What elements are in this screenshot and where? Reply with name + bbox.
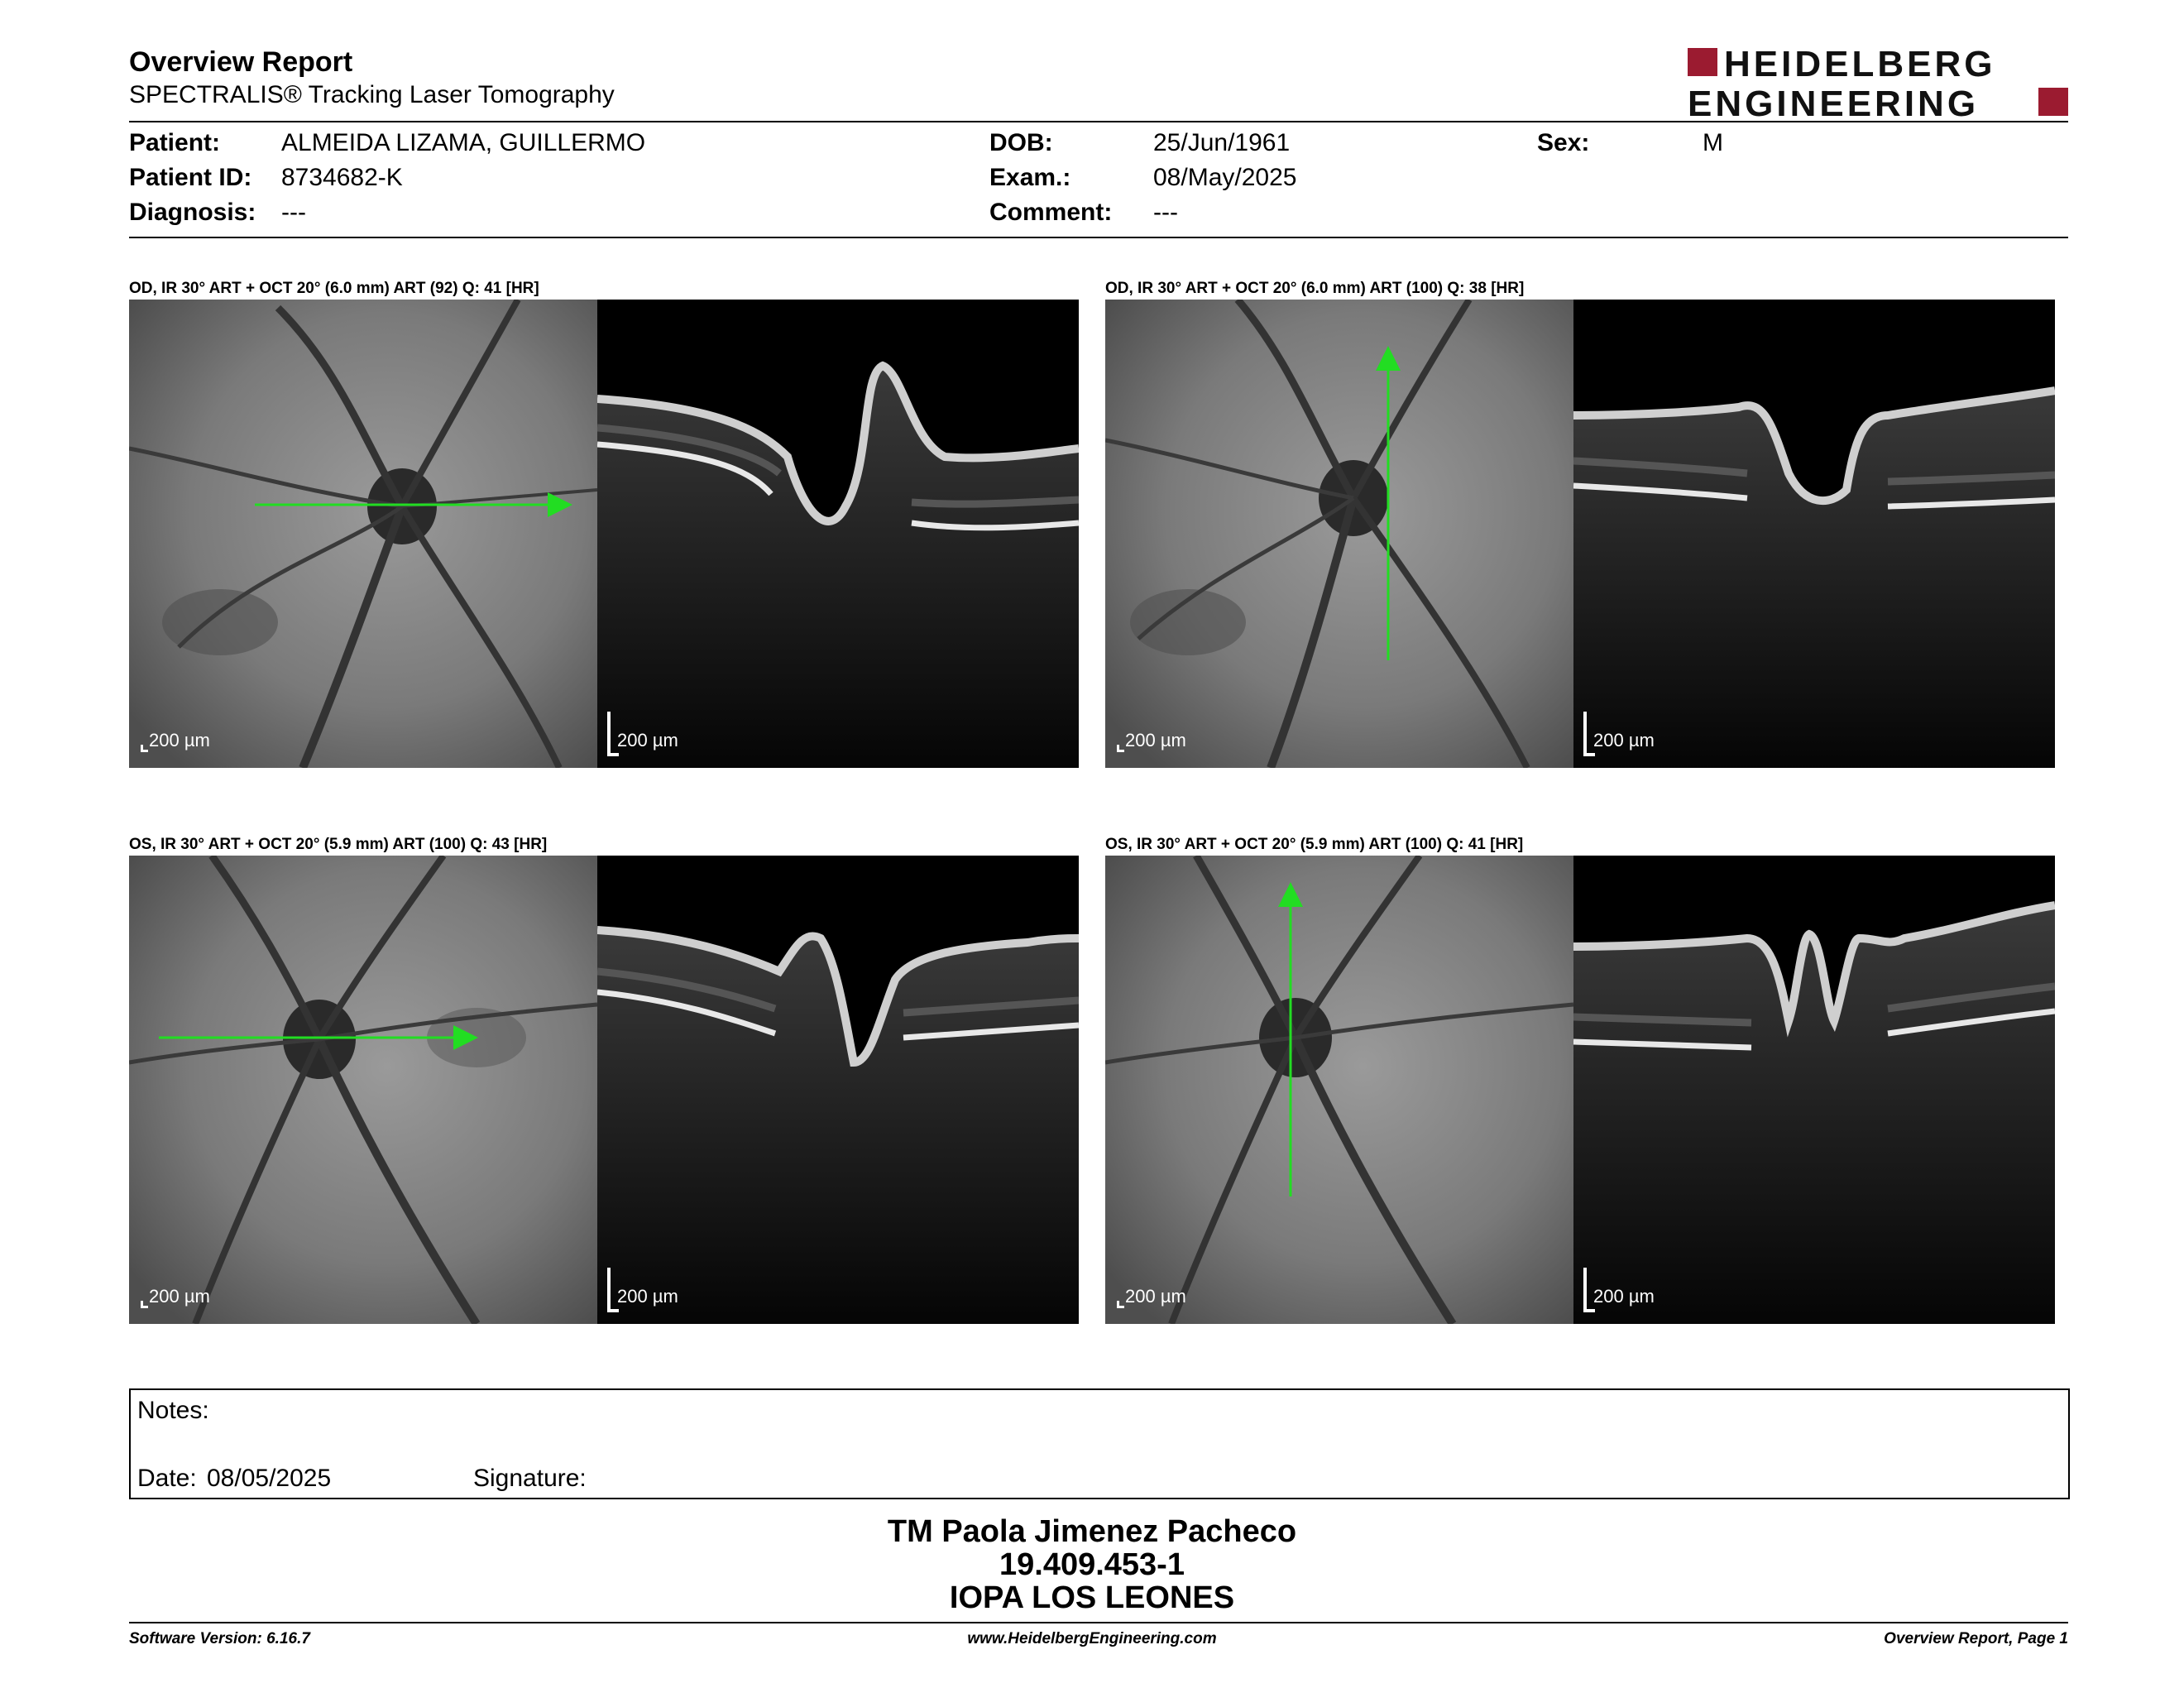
panel-2-fundus-scalebar [1117, 745, 1124, 752]
panel-1-oct-image [597, 300, 1079, 768]
panel-3-fundus-scale-label: 200 µm [149, 1286, 210, 1307]
panel-4-oct-scale-label: 200 µm [1593, 1286, 1655, 1307]
panel-3-fundus-image [129, 856, 597, 1324]
panel-2-fundus-image [1105, 300, 1573, 768]
patient-label: Patient: [129, 129, 221, 156]
logo-line1: HEIDELBERG [1724, 44, 1996, 84]
panel-2-title: OD, IR 30° ART + OCT 20° (6.0 mm) ART (100) Q: 38 [HR] [1105, 280, 1525, 297]
panel-4-fundus-scalebar [1117, 1301, 1124, 1308]
panel-2-oct-image [1573, 300, 2055, 768]
footer-divider [129, 1622, 2068, 1623]
panel-3-title: OS, IR 30° ART + OCT 20° (5.9 mm) ART (100) Q: 43 [HR] [129, 836, 548, 853]
panel-1-fundus-image [129, 300, 597, 768]
date-value: 08/05/2025 [207, 1465, 332, 1492]
signatory-institution: IOPA LOS LEONES [949, 1580, 1235, 1615]
software-version: Software Version: 6.16.7 [129, 1630, 310, 1647]
diagnosis-value: --- [281, 199, 306, 226]
panel-4-fundus-image [1105, 856, 1573, 1324]
notes-label: Notes: [137, 1397, 209, 1424]
panel-2-oct-scale-label: 200 µm [1593, 730, 1655, 750]
panel-2-fundus-scale-label: 200 µm [1125, 730, 1186, 750]
signatory-id: 19.409.453-1 [999, 1547, 1185, 1582]
website-link[interactable]: www.HeidelbergEngineering.com [967, 1630, 1217, 1647]
comment-value: --- [1153, 199, 1178, 226]
logo-line2: ENGINEERING [1688, 84, 1980, 121]
panel-3-oct-image [597, 856, 1079, 1324]
patient-id-label: Patient ID: [129, 164, 252, 191]
exam-value: 08/May/2025 [1153, 164, 1297, 191]
dob-value: 25/Jun/1961 [1153, 129, 1291, 156]
report-title: Overview Report [129, 46, 353, 78]
report-subtitle: SPECTRALIS® Tracking Laser Tomography [129, 81, 615, 108]
diagnosis-label: Diagnosis: [129, 199, 256, 226]
comment-label: Comment: [989, 199, 1113, 226]
sex-value: M [1703, 129, 1723, 156]
panel-4-oct-image [1573, 856, 2055, 1324]
page-number: Overview Report, Page 1 [1884, 1630, 2068, 1647]
header-divider [129, 121, 2068, 122]
dob-label: DOB: [989, 129, 1053, 156]
notes-box[interactable] [129, 1388, 2070, 1499]
exam-label: Exam.: [989, 164, 1071, 191]
patient-value: ALMEIDA LIZAMA, GUILLERMO [281, 129, 646, 156]
panel-1-oct-scale-label: 200 µm [617, 730, 678, 750]
signatory-name: TM Paola Jimenez Pacheco [887, 1514, 1297, 1549]
patient-divider [129, 237, 2068, 238]
panel-1-title: OD, IR 30° ART + OCT 20° (6.0 mm) ART (92) Q: 41 [HR] [129, 280, 539, 297]
panel-3-fundus-scalebar [141, 1301, 148, 1308]
panel-1-fundus-scale-label: 200 µm [149, 730, 210, 750]
panel-4-title: OS, IR 30° ART + OCT 20° (5.9 mm) ART (100) Q: 41 [HR] [1105, 836, 1524, 853]
panel-3-oct-scale-label: 200 µm [617, 1286, 678, 1307]
panel-4-fundus-scale-label: 200 µm [1125, 1286, 1186, 1307]
sex-label: Sex: [1537, 129, 1590, 156]
date-label: Date: [137, 1465, 197, 1492]
panel-1-fundus-scalebar [141, 745, 148, 752]
patient-id-value: 8734682-K [281, 164, 403, 191]
heidelberg-logo [1688, 43, 2068, 121]
signature-label: Signature: [473, 1465, 587, 1492]
